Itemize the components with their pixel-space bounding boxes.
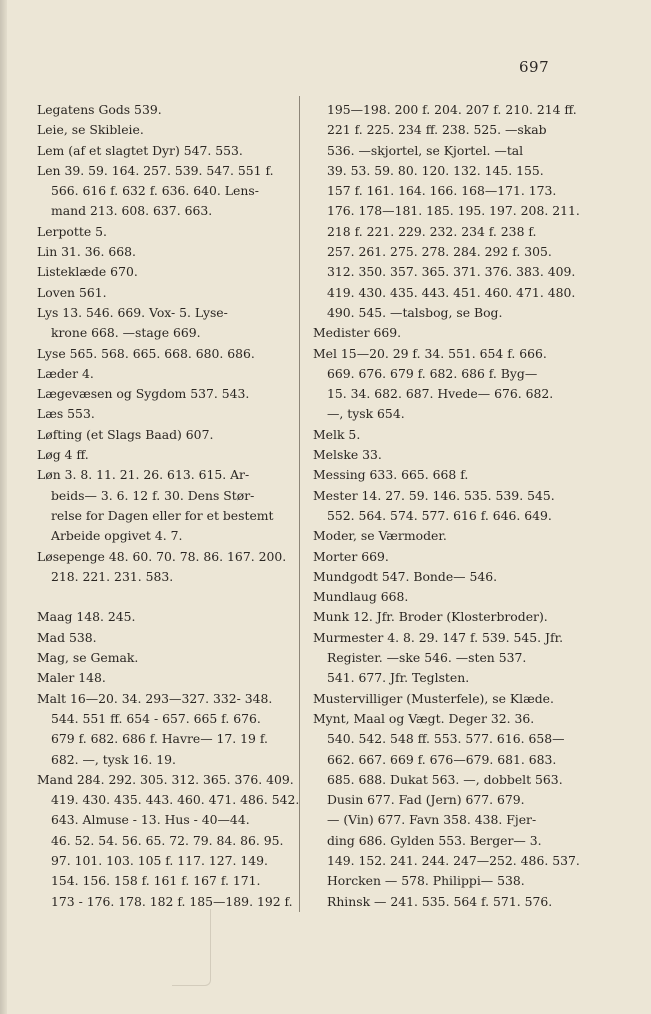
- page-number: 697: [519, 58, 550, 76]
- index-line: Register. —ske 546. —sten 537.: [327, 650, 527, 666]
- index-line: 419. 430. 435. 443. 460. 471. 486. 542.: [51, 792, 300, 808]
- index-line: Medister 669.: [313, 325, 402, 341]
- index-line: Loven 561.: [37, 284, 107, 300]
- index-line: 679 f. 682. 686 f. Havre— 17. 19 f.: [51, 731, 268, 747]
- index-line: 154. 156. 158 f. 161 f. 167 f. 171.: [51, 873, 261, 889]
- index-line: Lægevæsen og Sygdom 537. 543.: [37, 386, 250, 402]
- index-line: 419. 430. 435. 443. 451. 460. 471. 480.: [327, 284, 576, 300]
- index-line: —, tysk 654.: [327, 406, 405, 422]
- index-line: 552. 564. 574. 577. 616 f. 646. 649.: [327, 507, 552, 523]
- index-line: — (Vin) 677. Favn 358. 438. Fjer-: [327, 812, 537, 828]
- index-line: Mel 15—20. 29 f. 34. 551. 654 f. 666.: [313, 345, 547, 361]
- index-line: Læder 4.: [37, 365, 94, 381]
- index-line: 46. 52. 54. 56. 65. 72. 79. 84. 86. 95.: [51, 832, 284, 848]
- index-line: 643. Almuse - 13. Hus - 40—44.: [51, 812, 250, 828]
- index-line: Messing 633. 665. 668 f.: [313, 467, 469, 483]
- index-line: Malt 16—20. 34. 293—327. 332- 348.: [37, 690, 273, 706]
- index-line: 218 f. 221. 229. 232. 234 f. 238 f.: [327, 223, 537, 239]
- index-line: ding 686. Gylden 553. Berger— 3.: [327, 832, 542, 848]
- index-line: Maler 148.: [37, 670, 106, 686]
- index-line: 149. 152. 241. 244. 247—252. 486. 537.: [327, 852, 580, 868]
- index-line: Lem (af et slagtet Dyr) 547. 553.: [37, 142, 243, 158]
- column-divider: [299, 96, 300, 912]
- index-line: 536. —skjortel, se Kjortel. —tal: [327, 142, 524, 158]
- index-line: Morter 669.: [313, 548, 389, 564]
- index-line: 39. 53. 59. 80. 120. 132. 145. 155.: [327, 162, 544, 178]
- index-line: Murmester 4. 8. 29. 147 f. 539. 545. Jfr.: [313, 629, 564, 645]
- index-line: 566. 616 f. 632 f. 636. 640. Lens-: [51, 183, 259, 199]
- page-corner-mark: [172, 909, 211, 986]
- index-line: 669. 676. 679 f. 682. 686 f. Byg—: [327, 365, 538, 381]
- index-line: Munk 12. Jfr. Broder (Klosterbroder).: [313, 609, 548, 625]
- index-line: Mester 14. 27. 59. 146. 535. 539. 545.: [313, 487, 555, 503]
- index-column-right: [313, 100, 580, 912]
- index-line: 157 f. 161. 164. 166. 168—171. 173.: [327, 183, 557, 199]
- index-line: 312. 350. 357. 365. 371. 376. 383. 409.: [327, 264, 576, 280]
- index-line: 97. 101. 103. 105 f. 117. 127. 149.: [51, 852, 268, 868]
- index-line: Lin 31. 36. 668.: [37, 244, 136, 260]
- index-line: 173 - 176. 178. 182 f. 185—189. 192 f.: [51, 893, 293, 909]
- index-line: 221 f. 225. 234 ff. 238. 525. —skab: [327, 122, 547, 138]
- index-line: relse for Dagen eller for et bestemt: [51, 507, 274, 523]
- index-line: Leie, se Skibleie.: [37, 122, 144, 138]
- index-line: Moder, se Værmoder.: [313, 528, 447, 544]
- index-line: 540. 542. 548 ff. 553. 577. 616. 658—: [327, 731, 565, 747]
- index-line: mand 213. 608. 637. 663.: [51, 203, 213, 219]
- index-line: beids— 3. 6. 12 f. 30. Dens Stør-: [51, 487, 255, 503]
- index-line: Løsepenge 48. 60. 70. 78. 86. 167. 200.: [37, 548, 287, 564]
- index-line: Arbeide opgivet 4. 7.: [51, 528, 183, 544]
- index-line: Len 39. 59. 164. 257. 539. 547. 551 f.: [37, 162, 274, 178]
- index-line: krone 668. —stage 669.: [51, 325, 201, 341]
- index-line: Rhinsk — 241. 535. 564 f. 571. 576.: [327, 893, 553, 909]
- index-line: Legatens Gods 539.: [37, 102, 162, 117]
- index-line: Lerpotte 5.: [37, 223, 107, 239]
- index-line: 15. 34. 682. 687. Hvede— 676. 682.: [327, 386, 554, 402]
- index-gap: [37, 587, 289, 607]
- index-line: 541. 677. Jfr. Teglsten.: [327, 670, 470, 686]
- index-line: Løg 4 ff.: [37, 447, 89, 463]
- index-line: 544. 551 ff. 654 - 657. 665 f. 676.: [51, 710, 261, 726]
- index-line: Mad 538.: [37, 629, 97, 645]
- index-line: Lys 13. 546. 669. Vox- 5. Lyse-: [37, 304, 228, 320]
- index-line: 218. 221. 231. 583.: [51, 568, 174, 584]
- index-line: Mundgodt 547. Bonde— 546.: [313, 568, 498, 584]
- index-line: 176. 178—181. 185. 195. 197. 208. 211.: [327, 203, 580, 219]
- index-line: 685. 688. Dukat 563. —, dobbelt 563.: [327, 771, 563, 787]
- index-line: Læs 553.: [37, 406, 95, 422]
- index-line: 257. 261. 275. 278. 284. 292 f. 305.: [327, 244, 552, 260]
- index-line: Løfting (et Slags Baad) 607.: [37, 426, 214, 442]
- index-line: 195—198. 200 f. 204. 207 f. 210. 214 ff.: [327, 102, 577, 117]
- book-spine-edge: [0, 0, 7, 1014]
- index-line: Horcken — 578. Philippi— 538.: [327, 873, 525, 889]
- index-line: Dusin 677. Fad (Jern) 677. 679.: [327, 792, 525, 808]
- index-line: Mand 284. 292. 305. 312. 365. 376. 409.: [37, 771, 294, 787]
- index-line: Løn 3. 8. 11. 21. 26. 613. 615. Ar-: [37, 467, 250, 483]
- index-line: 662. 667. 669 f. 676—679. 681. 683.: [327, 751, 557, 767]
- index-line: Listeklæde 670.: [37, 264, 138, 280]
- index-line: Mundlaug 668.: [313, 589, 409, 605]
- index-line: Mustervilliger (Musterfele), se Klæde.: [313, 690, 554, 706]
- index-line: 682. —, tysk 16. 19.: [51, 751, 176, 767]
- index-line: Melk 5.: [313, 426, 361, 442]
- index-line: Melske 33.: [313, 447, 382, 463]
- index-line: 490. 545. —talsbog, se Bog.: [327, 304, 503, 320]
- index-line: Maag 148. 245.: [37, 609, 136, 625]
- index-column-left: [37, 100, 300, 912]
- index-line: Mynt, Maal og Vægt. Deger 32. 36.: [313, 710, 535, 726]
- index-line: Lyse 565. 568. 665. 668. 680. 686.: [37, 345, 255, 361]
- index-line: Mag, se Gemak.: [37, 650, 139, 666]
